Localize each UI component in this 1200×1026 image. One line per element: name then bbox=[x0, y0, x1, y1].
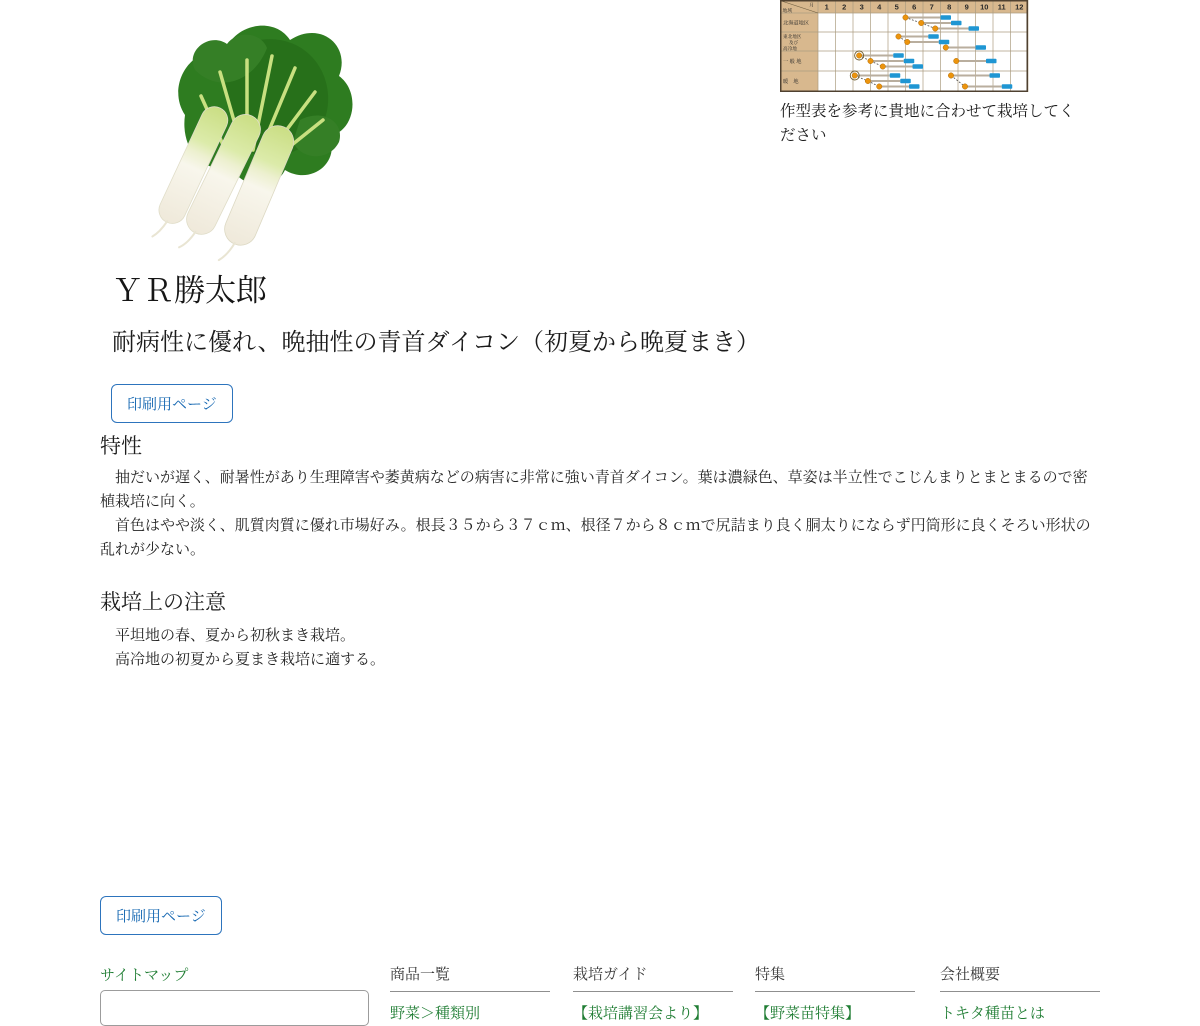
footer-link-grow-seminar[interactable]: 【栽培講習会より】 bbox=[573, 1005, 709, 1022]
svg-text:6: 6 bbox=[912, 2, 917, 12]
svg-text:8: 8 bbox=[947, 2, 952, 12]
print-page-button-top[interactable]: 印刷用ページ bbox=[111, 384, 233, 423]
footer-link-feature[interactable]: 【野菜苗特集】 bbox=[755, 1005, 861, 1022]
characteristics-paragraph-1: 抽だいが遅く、耐暑性があり生理障害や萎黄病などの病害に非常に強い青首ダイコン。葉は濃緑色、草姿は半立性でこじんまりとまとまるので密植栽培に向く。 bbox=[100, 469, 1088, 510]
daikon-roots bbox=[146, 102, 298, 269]
svg-text:1: 1 bbox=[824, 2, 829, 12]
svg-text:高冷地: 高冷地 bbox=[783, 46, 797, 51]
footer-heading-company: 会社概要 bbox=[940, 963, 1100, 992]
footer-heading-grow-guide: 栽培ガイド bbox=[573, 963, 733, 992]
chart-caption: 作型表を参考に貴地に合わせて栽培してください bbox=[780, 103, 1075, 144]
svg-text:4: 4 bbox=[877, 2, 882, 12]
footer-column-company bbox=[940, 963, 1100, 1023]
footer-column-products bbox=[390, 963, 550, 1023]
svg-text:及び: 及び bbox=[789, 40, 799, 45]
footer-heading-features: 特集 bbox=[755, 963, 915, 992]
cultivation-note-line: 平坦地の春、夏から初秋まき栽培。 bbox=[100, 627, 356, 644]
page-subtitle: 耐病性に優れ、晩抽性の青首ダイコン（初夏から晩夏まき） bbox=[112, 329, 760, 356]
svg-text:9: 9 bbox=[964, 2, 969, 12]
section-heading-cultivation-notes: 栽培上の注意 bbox=[100, 591, 226, 614]
footer-column-features bbox=[755, 963, 915, 1023]
cultivation-note-line: 高冷地の初夏から夏まき栽培に適する。 bbox=[100, 651, 386, 668]
sitemap-link[interactable]: サイトマップ bbox=[100, 967, 189, 984]
footer-link-about-tokita[interactable]: トキタ種苗とは bbox=[940, 1005, 1045, 1022]
svg-text:地域: 地域 bbox=[782, 9, 793, 14]
crop-calendar-block bbox=[780, 0, 1082, 148]
footer-link-vegetables-by-type[interactable]: 野菜＞種類別 bbox=[390, 1005, 481, 1022]
svg-text:7: 7 bbox=[929, 2, 934, 12]
svg-text:5: 5 bbox=[894, 2, 899, 12]
section-heading-characteristics: 特性 bbox=[100, 435, 142, 458]
svg-text:11: 11 bbox=[997, 2, 1006, 12]
footer-heading-products: 商品一覧 bbox=[390, 963, 550, 992]
footer-column-grow-guide bbox=[573, 963, 733, 1023]
page-title: ＹＲ勝太郎 bbox=[112, 273, 267, 308]
svg-text:月: 月 bbox=[809, 3, 814, 9]
svg-text:3: 3 bbox=[859, 2, 864, 12]
sitemap-box[interactable] bbox=[100, 990, 369, 1026]
svg-text:2: 2 bbox=[842, 2, 847, 12]
svg-text:12: 12 bbox=[1015, 2, 1024, 12]
characteristics-paragraph-2: 首色はやや淡く、肌質肉質に優れ市場好み。根長３５から３７ｃｍ、根径７から８ｃｍで尻詰まり良く胴太りにならず円筒形に良くそろい形状の乱れが少ない。 bbox=[100, 517, 1091, 558]
svg-text:東北地区: 東北地区 bbox=[783, 34, 802, 39]
daikon-product-photo bbox=[125, 0, 355, 250]
svg-text:北海道地区: 北海道地区 bbox=[783, 20, 809, 27]
svg-text:10: 10 bbox=[980, 2, 989, 12]
print-page-button-bottom[interactable]: 印刷用ページ bbox=[100, 896, 222, 935]
svg-text:暖 地: 暖 地 bbox=[783, 79, 799, 85]
crop-calendar-chart bbox=[780, 0, 1082, 97]
svg-text:一 般 地: 一 般 地 bbox=[783, 59, 802, 65]
cultivation-notes bbox=[100, 624, 800, 672]
